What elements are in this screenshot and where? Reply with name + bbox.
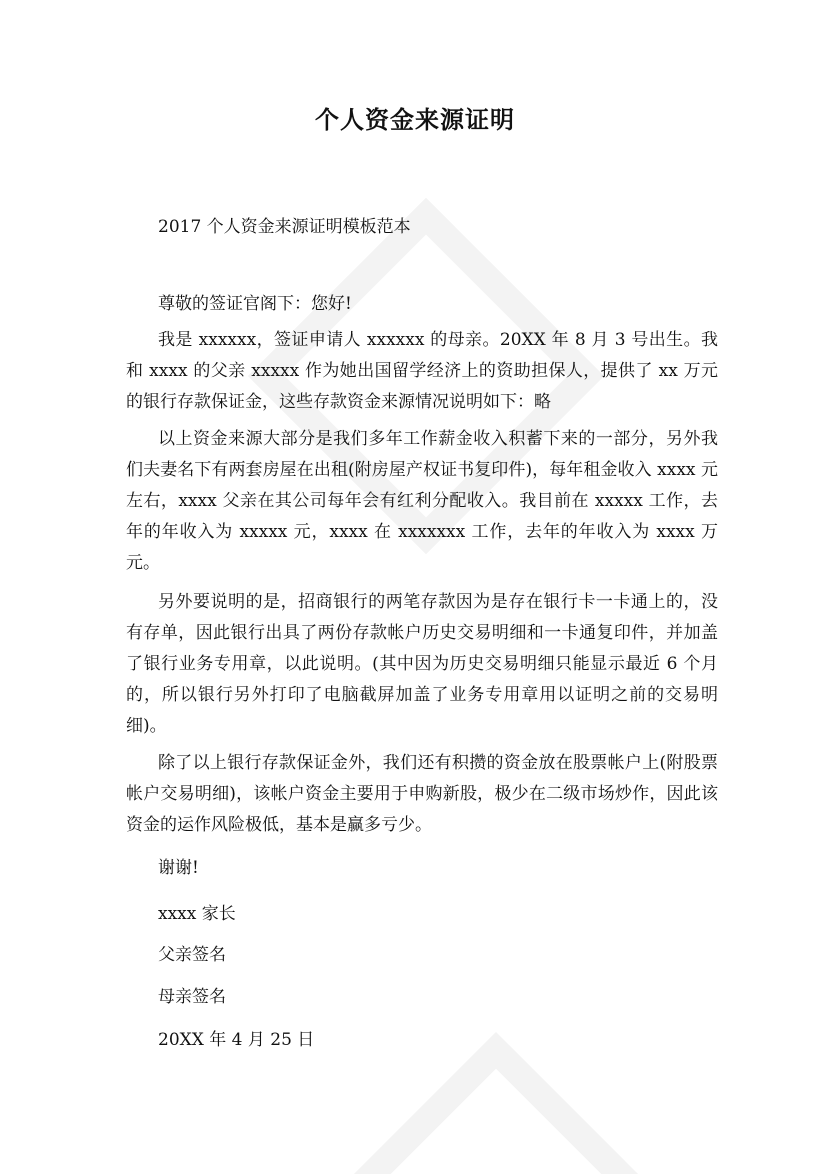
watermark-shape [332, 1032, 660, 1174]
signature-mother: 母亲签名 [158, 987, 226, 1007]
signature-family: xxxx 家长 [158, 904, 236, 924]
paragraph-bank-statement: 另外要说明的是，招商银行的两笔存款因为是存在银行卡一卡通上的，没有存单，因此银行出具了两份存款帐户历史交易明细和一卡通复印件，并加盖了银行业务专用章，以此说明。(其中因为历史交易明细只能显示最近 6 个月的，所以银行另外打印了电脑截屏加盖了业务专用章用以证明之前的交易明细)。 [126, 592, 718, 736]
paragraph-intro: 我是 xxxxxx，签证申请人 xxxxxx 的母亲。20XX 年 8 月 3 号出生。我和 xxxx 的父亲 xxxxx 作为她出国留学经济上的资助担保人，提供了 xx 万元的银行存款保证金，这些存款资金来源情况说明如下：略 [126, 330, 718, 412]
document-title: 个人资金来源证明 [315, 106, 515, 134]
paragraph-income-source: 以上资金来源大部分是我们多年工作薪金收入积蓄下来的一部分，另外我们夫妻名下有两套房屋在出租(附房屋产权证书复印件)，每年租金收入 xxxx 元左右，xxxx 父亲在其公司每年会有红利分配收入。我目前在 xxxxx 工作，去年的年收入为 xxxxx 元，xxxx 在 xxxxxxx 工作，去年的年收入为 xxxx 万元。 [126, 429, 718, 573]
salutation: 尊敬的签证官阁下：您好! [158, 294, 352, 314]
closing-thanks: 谢谢! [158, 858, 199, 878]
document-date: 20XX 年 4 月 25 日 [158, 1030, 315, 1050]
signature-father: 父亲签名 [158, 945, 226, 965]
paragraph-stock-account: 除了以上银行存款保证金外，我们还有积攒的资金放在股票帐户上(附股票帐户交易明细)，该帐户资金主要用于申购新股，极少在二级市场炒作，因此该资金的运作风险极低，基本是赢多亏少。 [126, 753, 718, 835]
document-subtitle: 2017 个人资金来源证明模板范本 [158, 217, 411, 237]
